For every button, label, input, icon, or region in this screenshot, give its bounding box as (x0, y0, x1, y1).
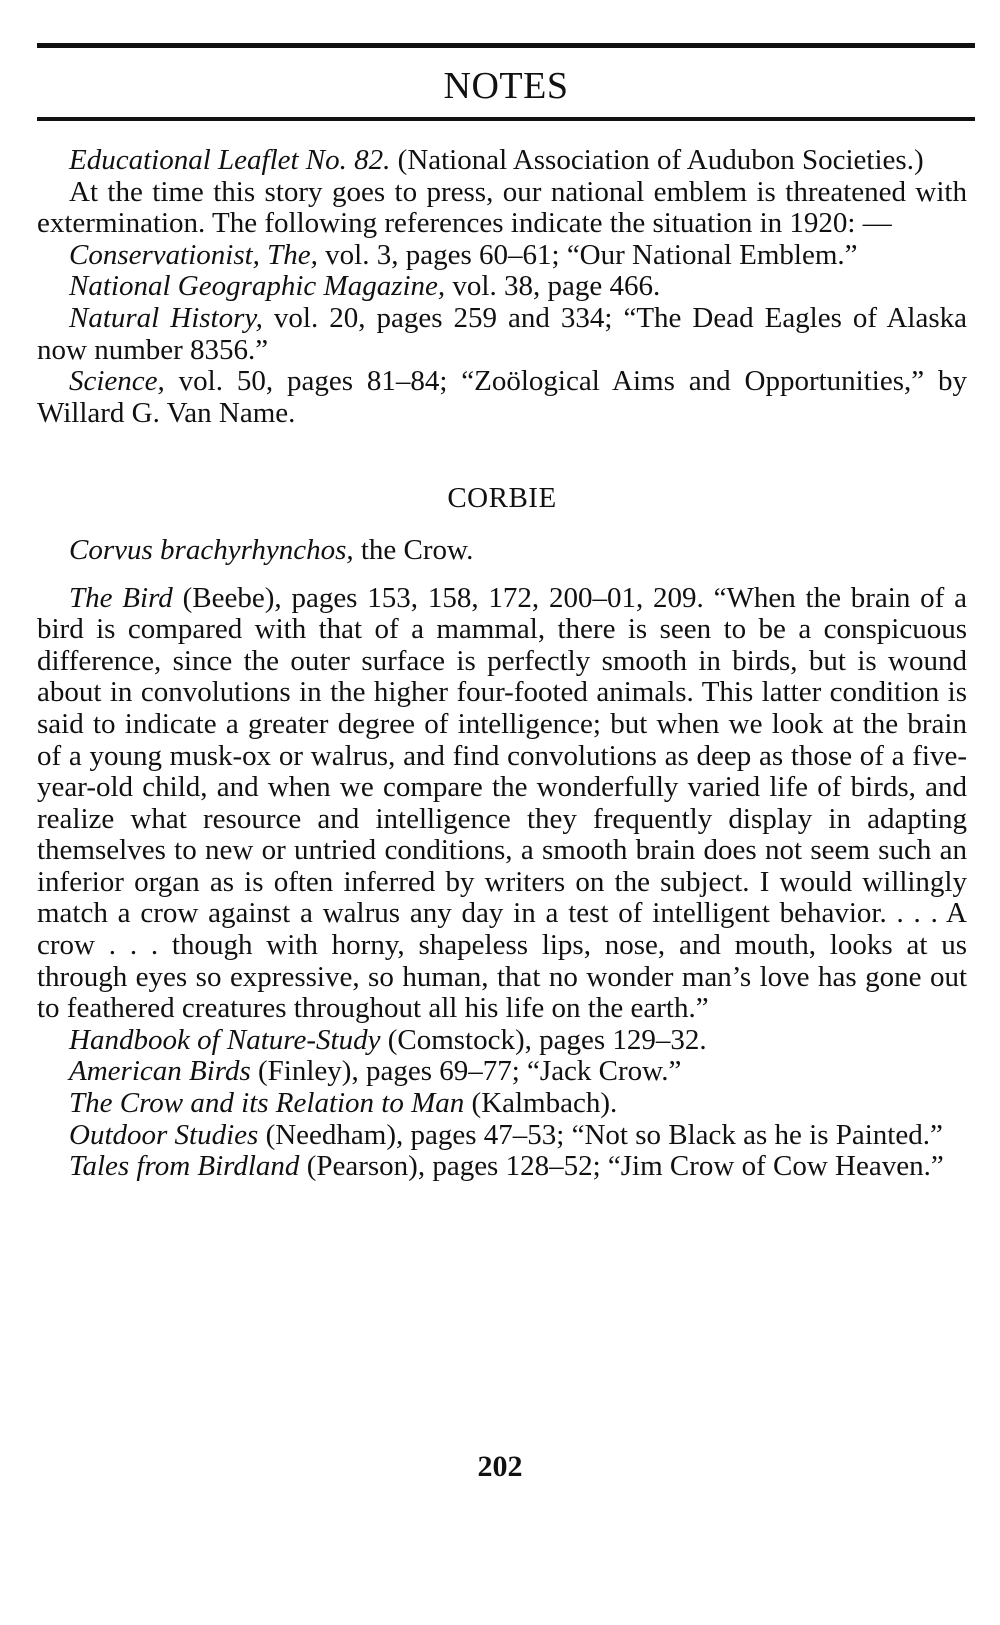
citation-text: vol. 20, pages 259 and 334; “The Dead Eagles of Alaska now number 8356.” (37, 301, 967, 366)
species-line (37, 535, 967, 567)
reference-paragraph (37, 1120, 967, 1152)
reference-paragraph (37, 1151, 967, 1183)
citation-title: Natural History, (69, 301, 263, 334)
citation-text: vol. 3, pages 60–61; “Our National Emblem.” (317, 238, 858, 271)
reference-text: (Kalmbach). (464, 1087, 618, 1120)
note-paragraph (37, 145, 967, 177)
note-paragraph (37, 271, 967, 303)
note-paragraph (37, 366, 967, 429)
reference-text: (Needham), pages 47–53; “Not so Black as he is Painted.” (258, 1118, 943, 1151)
reference-text: (Pearson), pages 128–52; “Jim Crow of Cow Heaven.” (299, 1150, 944, 1183)
citation-text: vol. 38, page 466. (445, 270, 661, 303)
section-title: CORBIE (447, 482, 557, 515)
reference-title: Handbook of Nature-Study (69, 1023, 381, 1056)
header-top-rule (37, 43, 975, 48)
note-paragraph (37, 177, 967, 240)
reference-title: The Bird (69, 581, 173, 614)
reference-title: The Crow and its Relation to Man (69, 1087, 465, 1120)
reference-text: (Beebe), pages 153, 158, 172, 200–01, 209. “When the brain of a bird is compared with that of a mammal, there is seen to be a conspicuous difference, since the outer surface is perfectly smooth in birds, but is wound about in convolutions in the higher four-footed animals. This latter condition is said to indicate a greater degree of intelligence; but when we look at the brain of a young musk-ox or walrus, and find convolutions as deep as those of a five-year-old child, and when we compare the wonderfully varied life of birds, and realize what resource and intelligence they frequently display in adapting themselves to new or untried conditions, a smooth brain does not seem such an inferior organ as is often inferred by writers on the subject. I would willingly match a crow against a walrus any day in a test of intelligent behavior. . . . A crow . . . though with horny, shapeless lips, nose, and mouth, looks at us through eyes so expressive, so human, that no wonder man’s love has gone out to feathered creatures throughout all his life on the earth.” (37, 581, 967, 1025)
reference-text: (Comstock), pages 129–32. (380, 1023, 707, 1056)
page-number: 202 (477, 1450, 523, 1483)
citation-text: At the time this story goes to press, our national emblem is threatened with extermination. The following references indicate the situation in 1920: — (37, 175, 967, 240)
citation-title: Conservationist, The, (69, 238, 318, 271)
page-body (37, 145, 967, 1183)
reference-title: Outdoor Studies (69, 1118, 259, 1151)
species-name: Corvus brachyrhynchos, (69, 533, 354, 566)
reference-paragraph (37, 583, 967, 1025)
reference-text: (Finley), pages 69–77; “Jack Crow.” (250, 1055, 682, 1088)
note-paragraph (37, 240, 967, 272)
page-title: NOTES (443, 65, 569, 107)
citation-title: National Geographic Magazine, (69, 270, 446, 303)
reference-title: American Birds (69, 1055, 251, 1088)
citation-title: Educational Leaflet No. 82. (69, 144, 391, 176)
reference-paragraph (37, 1088, 967, 1120)
note-paragraph (37, 303, 967, 366)
header-bottom-rule (37, 117, 975, 121)
reference-title: Tales from Birdland (69, 1150, 300, 1183)
citation-text: (National Association of Audubon Societies.) (390, 144, 924, 176)
reference-paragraph (37, 1025, 967, 1057)
citation-title: Science, (69, 365, 165, 398)
reference-paragraph (37, 1056, 967, 1088)
species-text: the Crow. (353, 533, 474, 566)
citation-text: vol. 50, pages 81–84; “Zoölogical Aims and Opportunities,” by Willard G. Van Name. (37, 365, 967, 429)
